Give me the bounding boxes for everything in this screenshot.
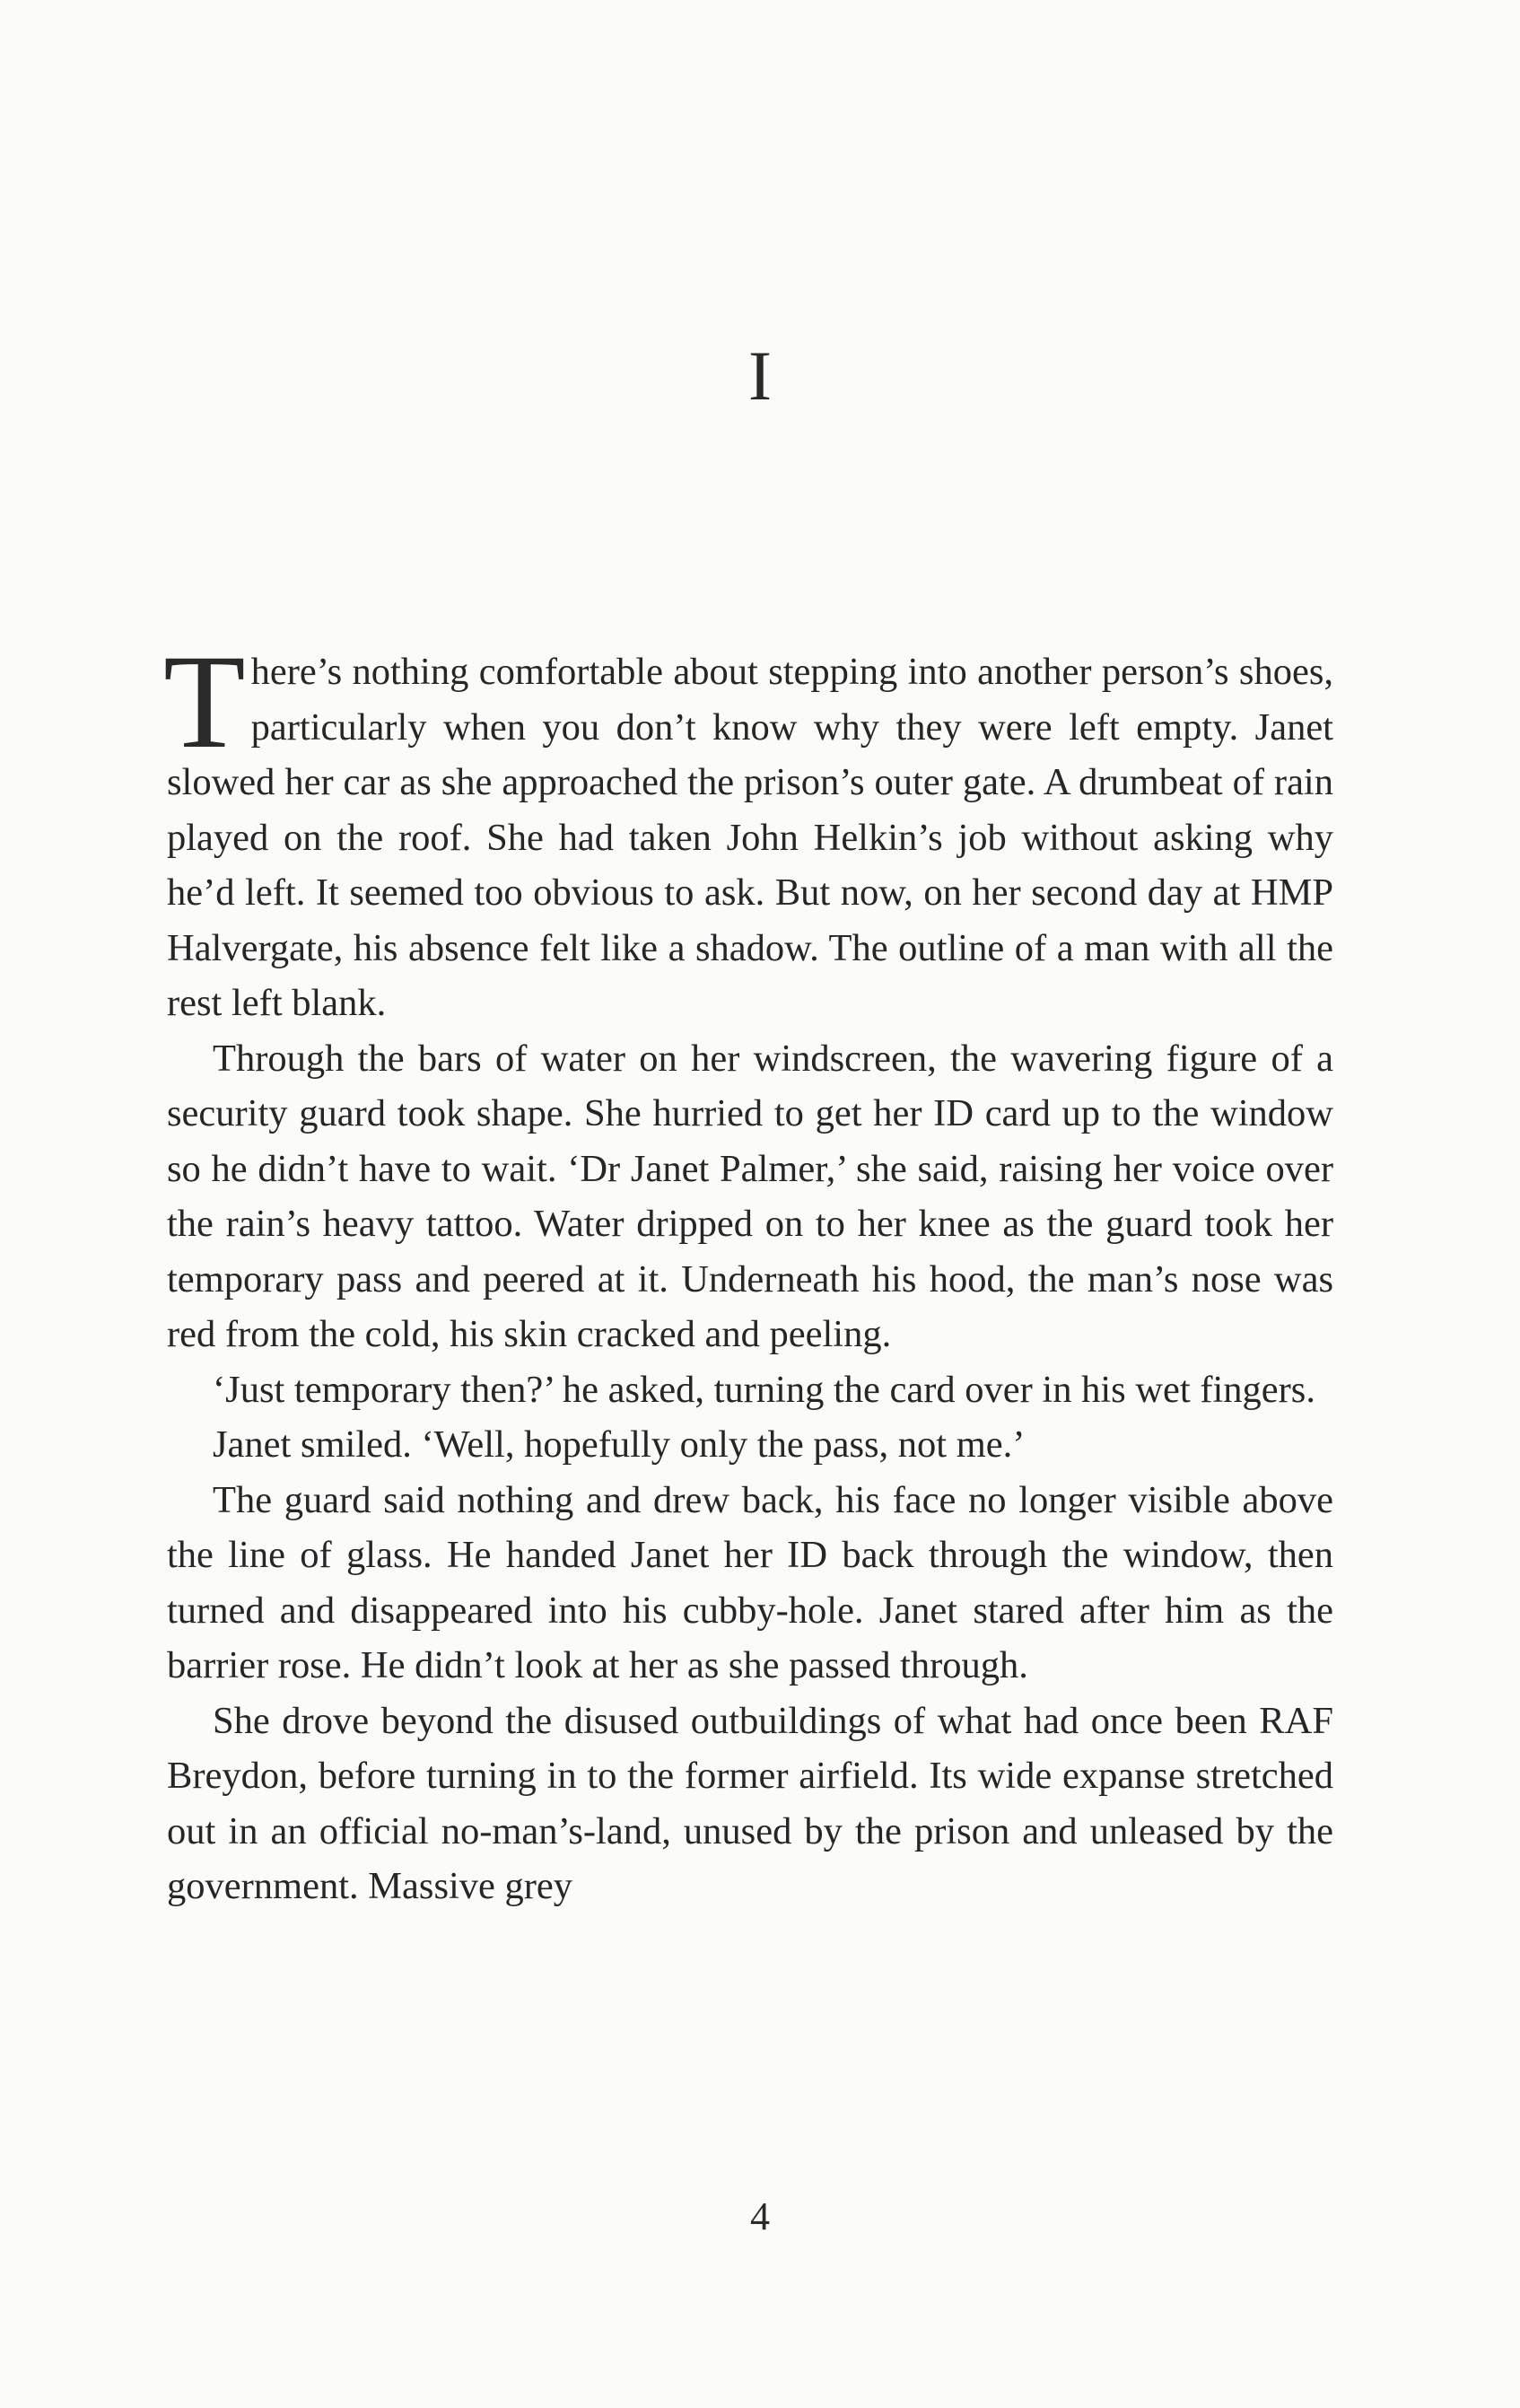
drop-cap: T [163, 627, 246, 776]
paragraph-4: Janet smiled. ‘Well, hopefully only the pass, not me.’ [213, 1423, 1026, 1466]
body-text [163, 627, 1333, 1914]
paragraph-1 [163, 627, 1333, 1031]
paragraph-5: The guard said nothing and drew back, his face no longer visible above the line of glass. He handed Janet her ID back through the window, then turned and disappeared into his cubby-hole. Janet stared after him as the barrier rose. He didn’t look at her as she passed through. [167, 1478, 1333, 1686]
paragraph-6: She drove beyond the disused outbuildings of what had once been RAF Breydon, before turning in to the former airfield. Its wide expanse stretched out in an official no-man’s-land, unused by the prison and unleased by the government. Massive grey [167, 1699, 1333, 1907]
chapter-number: I [748, 337, 772, 415]
paragraph-3: ‘Just temporary then?’ he asked, turning the card over in his wet fingers. [213, 1368, 1315, 1411]
page-number: 4 [750, 2194, 770, 2238]
paragraph-2: Through the bars of water on her windscreen, the wavering figure of a security guard took shape. She hurried to get her ID card up to the window so he didn’t have to wait. ‘Dr Janet Palmer,’ she said, raising her voice over the rain’s heavy tattoo. Water dripped on to her knee as the guard took her temporary pass and peered at it. Underneath his hood, the man’s nose was red from the cold, his skin cracked and peeling. [167, 1037, 1333, 1355]
paragraph-1-text: here’s nothing comfortable about stepping into another person’s shoes, particularly when you don’t know why they were left empty. Janet slowed her car as she approached the prison’s outer gate. A drumbeat of rain played on the roof. She had taken John Helkin’s job without asking why he’d left. It seemed too obvious to ask. But now, on her second day at HMP Halvergate, his absence felt like a shadow. The outline of a man with all the rest left blank. [167, 651, 1333, 1024]
